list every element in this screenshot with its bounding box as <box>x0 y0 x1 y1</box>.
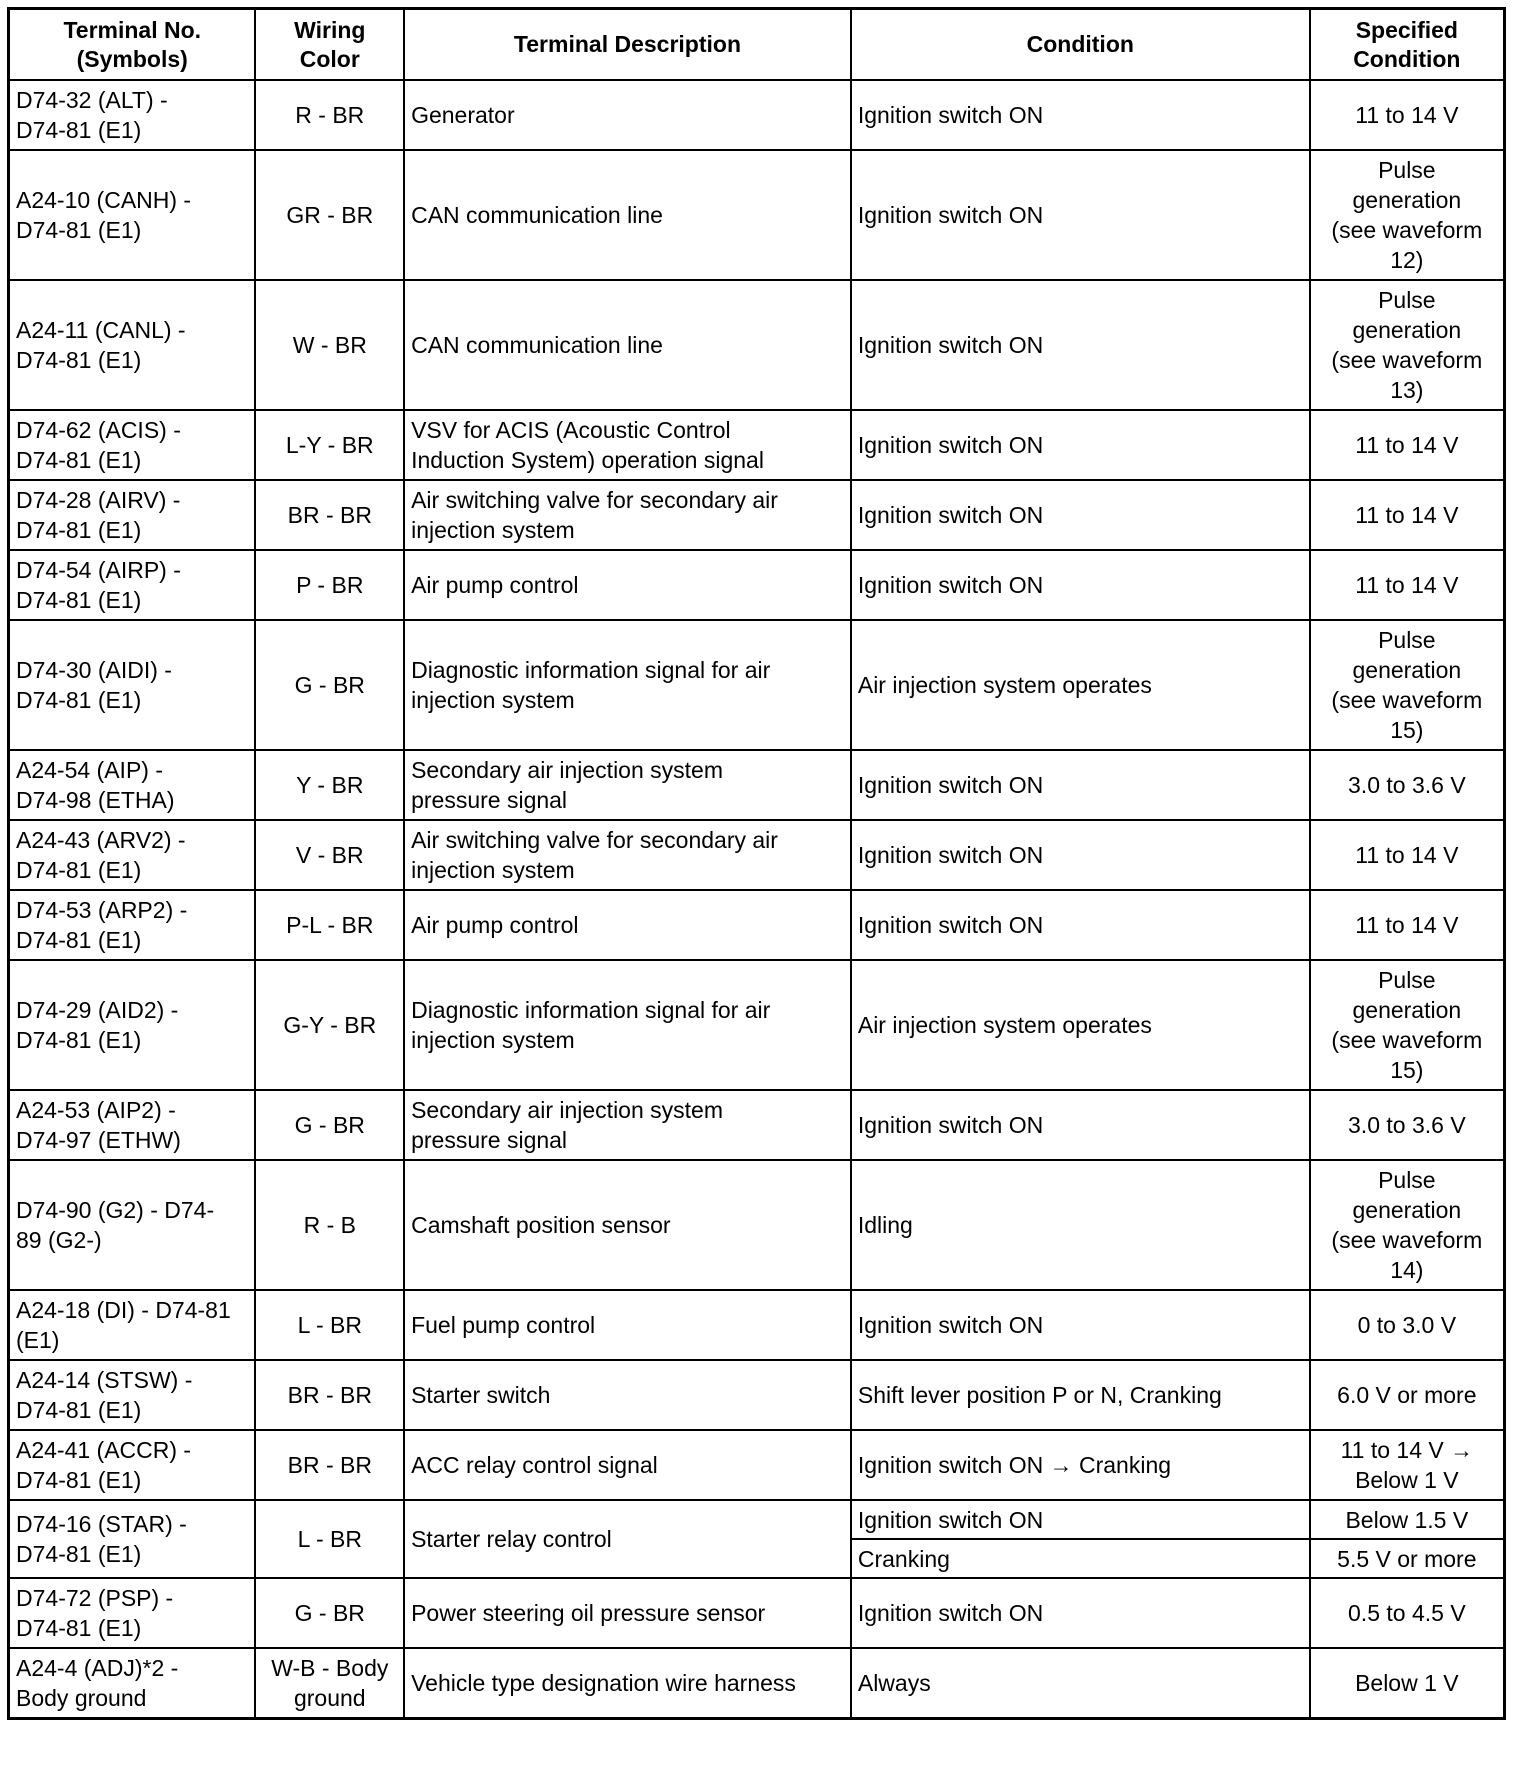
table-body <box>9 80 1505 1719</box>
wiring-color-cell: BR - BR <box>255 480 404 550</box>
wiring-color-cell: BR - BR <box>255 1360 404 1430</box>
condition-cell: Idling <box>851 1160 1310 1290</box>
table-row <box>9 480 1505 550</box>
description-cell: Fuel pump control <box>404 1290 851 1360</box>
specified-condition-cell: 6.0 V or more <box>1310 1360 1505 1430</box>
description-cell: Diagnostic information signal for air injection system <box>404 960 851 1090</box>
specified-condition-cell: Pulse generation (see waveform 15) <box>1310 620 1505 750</box>
condition-cell: Air injection system operates <box>851 620 1310 750</box>
terminal-cell: D74-28 (AIRV) - D74-81 (E1) <box>9 480 256 550</box>
condition-cell: Ignition switch ON <box>851 1578 1310 1648</box>
wiring-color-cell: R - B <box>255 1160 404 1290</box>
condition-cell: Ignition switch ON → Cranking <box>851 1430 1310 1500</box>
description-cell: Starter relay control <box>404 1500 851 1578</box>
terminal-cell: D74-30 (AIDI) - D74-81 (E1) <box>9 620 256 750</box>
table-row <box>9 80 1505 150</box>
terminal-cell: A24-10 (CANH) - D74-81 (E1) <box>9 150 256 280</box>
table-row <box>9 1090 1505 1160</box>
header-specified-condition: Specified Condition <box>1310 9 1505 81</box>
table-row <box>9 1430 1505 1500</box>
terminal-cell: D74-16 (STAR) - D74-81 (E1) <box>9 1500 256 1578</box>
description-cell: Secondary air injection system pressure signal <box>404 750 851 820</box>
terminal-cell: D74-54 (AIRP) - D74-81 (E1) <box>9 550 256 620</box>
header-wiring-color: Wiring Color <box>255 9 404 81</box>
description-cell: Air switching valve for secondary air injection system <box>404 820 851 890</box>
wiring-color-cell: W - BR <box>255 280 404 410</box>
table-row <box>9 1648 1505 1719</box>
terminal-cell: A24-11 (CANL) - D74-81 (E1) <box>9 280 256 410</box>
table-row <box>9 1500 1505 1539</box>
specified-condition-cell: 11 to 14 V <box>1310 80 1505 150</box>
terminal-cell: D74-29 (AID2) - D74-81 (E1) <box>9 960 256 1090</box>
header-terminal: Terminal No. (Symbols) <box>9 9 256 81</box>
description-cell: Air pump control <box>404 550 851 620</box>
terminal-cell: A24-43 (ARV2) - D74-81 (E1) <box>9 820 256 890</box>
condition-cell: Ignition switch ON <box>851 280 1310 410</box>
table-row <box>9 1578 1505 1648</box>
terminal-cell: D74-32 (ALT) - D74-81 (E1) <box>9 80 256 150</box>
description-cell: Vehicle type designation wire harness <box>404 1648 851 1719</box>
wiring-color-cell: L - BR <box>255 1500 404 1578</box>
description-cell: Starter switch <box>404 1360 851 1430</box>
table-row <box>9 620 1505 750</box>
description-cell: ACC relay control signal <box>404 1430 851 1500</box>
description-cell: Generator <box>404 80 851 150</box>
specified-condition-cell: 3.0 to 3.6 V <box>1310 1090 1505 1160</box>
terminal-cell: D74-53 (ARP2) - D74-81 (E1) <box>9 890 256 960</box>
condition-cell: Always <box>851 1648 1310 1719</box>
specified-condition-cell: 5.5 V or more <box>1310 1539 1505 1578</box>
description-cell: VSV for ACIS (Acoustic Control Induction System) operation signal <box>404 410 851 480</box>
description-cell: CAN communication line <box>404 150 851 280</box>
specified-condition-cell: Pulse generation (see waveform 15) <box>1310 960 1505 1090</box>
description-cell: Air pump control <box>404 890 851 960</box>
specified-condition-cell: 0 to 3.0 V <box>1310 1290 1505 1360</box>
condition-cell: Cranking <box>851 1539 1310 1578</box>
condition-cell: Ignition switch ON <box>851 820 1310 890</box>
specified-condition-cell: 11 to 14 V <box>1310 550 1505 620</box>
wiring-color-cell: G - BR <box>255 620 404 750</box>
table-row <box>9 1160 1505 1290</box>
wiring-color-cell: BR - BR <box>255 1430 404 1500</box>
condition-cell: Ignition switch ON <box>851 80 1310 150</box>
specified-condition-cell: Below 1 V <box>1310 1648 1505 1719</box>
table-row <box>9 960 1505 1090</box>
header-condition: Condition <box>851 9 1310 81</box>
wiring-color-cell: G - BR <box>255 1090 404 1160</box>
wiring-color-cell: P - BR <box>255 550 404 620</box>
specified-condition-cell: 11 to 14 V <box>1310 820 1505 890</box>
terminal-table <box>7 7 1506 1720</box>
condition-cell: Ignition switch ON <box>851 890 1310 960</box>
condition-cell: Shift lever position P or N, Cranking <box>851 1360 1310 1430</box>
table-row <box>9 280 1505 410</box>
description-cell: CAN communication line <box>404 280 851 410</box>
wiring-color-cell: Y - BR <box>255 750 404 820</box>
specified-condition-cell: 11 to 14 V → Below 1 V <box>1310 1430 1505 1500</box>
header-terminal-description: Terminal Description <box>404 9 851 81</box>
condition-cell: Ignition switch ON <box>851 1290 1310 1360</box>
table-row <box>9 150 1505 280</box>
specified-condition-cell: 11 to 14 V <box>1310 410 1505 480</box>
table-row <box>9 550 1505 620</box>
wiring-color-cell: W-B - Body ground <box>255 1648 404 1719</box>
wiring-color-cell: P-L - BR <box>255 890 404 960</box>
specified-condition-cell: 0.5 to 4.5 V <box>1310 1578 1505 1648</box>
condition-cell: Ignition switch ON <box>851 550 1310 620</box>
condition-cell: Ignition switch ON <box>851 410 1310 480</box>
table-row <box>9 890 1505 960</box>
specified-condition-cell: Pulse generation (see waveform 13) <box>1310 280 1505 410</box>
header-row <box>9 9 1505 81</box>
terminal-cell: A24-18 (DI) - D74-81 (E1) <box>9 1290 256 1360</box>
description-cell: Air switching valve for secondary air injection system <box>404 480 851 550</box>
description-cell: Camshaft position sensor <box>404 1160 851 1290</box>
condition-cell: Ignition switch ON <box>851 1500 1310 1539</box>
terminal-cell: A24-14 (STSW) - D74-81 (E1) <box>9 1360 256 1430</box>
terminal-cell: D74-72 (PSP) - D74-81 (E1) <box>9 1578 256 1648</box>
description-cell: Diagnostic information signal for air injection system <box>404 620 851 750</box>
specified-condition-cell: 11 to 14 V <box>1310 890 1505 960</box>
wiring-color-cell: G - BR <box>255 1578 404 1648</box>
wiring-color-cell: V - BR <box>255 820 404 890</box>
description-cell: Secondary air injection system pressure signal <box>404 1090 851 1160</box>
wiring-color-cell: G-Y - BR <box>255 960 404 1090</box>
terminal-cell: A24-53 (AIP2) - D74-97 (ETHW) <box>9 1090 256 1160</box>
wiring-color-cell: L-Y - BR <box>255 410 404 480</box>
terminal-cell: A24-4 (ADJ)*2 - Body ground <box>9 1648 256 1719</box>
terminal-cell: D74-62 (ACIS) - D74-81 (E1) <box>9 410 256 480</box>
specified-condition-cell: Below 1.5 V <box>1310 1500 1505 1539</box>
wiring-color-cell: R - BR <box>255 80 404 150</box>
specified-condition-cell: Pulse generation (see waveform 12) <box>1310 150 1505 280</box>
table-row <box>9 410 1505 480</box>
terminal-cell: A24-54 (AIP) - D74-98 (ETHA) <box>9 750 256 820</box>
condition-cell: Ignition switch ON <box>851 1090 1310 1160</box>
specified-condition-cell: 3.0 to 3.6 V <box>1310 750 1505 820</box>
terminal-table-wrapper <box>7 7 1506 1720</box>
table-row <box>9 1360 1505 1430</box>
table-row <box>9 750 1505 820</box>
condition-cell: Ignition switch ON <box>851 480 1310 550</box>
wiring-color-cell: L - BR <box>255 1290 404 1360</box>
terminal-cell: A24-41 (ACCR) - D74-81 (E1) <box>9 1430 256 1500</box>
terminal-cell: D74-90 (G2) - D74- 89 (G2-) <box>9 1160 256 1290</box>
table-row <box>9 820 1505 890</box>
condition-cell: Air injection system operates <box>851 960 1310 1090</box>
condition-cell: Ignition switch ON <box>851 750 1310 820</box>
condition-cell: Ignition switch ON <box>851 150 1310 280</box>
wiring-color-cell: GR - BR <box>255 150 404 280</box>
specified-condition-cell: Pulse generation (see waveform 14) <box>1310 1160 1505 1290</box>
specified-condition-cell: 11 to 14 V <box>1310 480 1505 550</box>
table-row <box>9 1290 1505 1360</box>
description-cell: Power steering oil pressure sensor <box>404 1578 851 1648</box>
